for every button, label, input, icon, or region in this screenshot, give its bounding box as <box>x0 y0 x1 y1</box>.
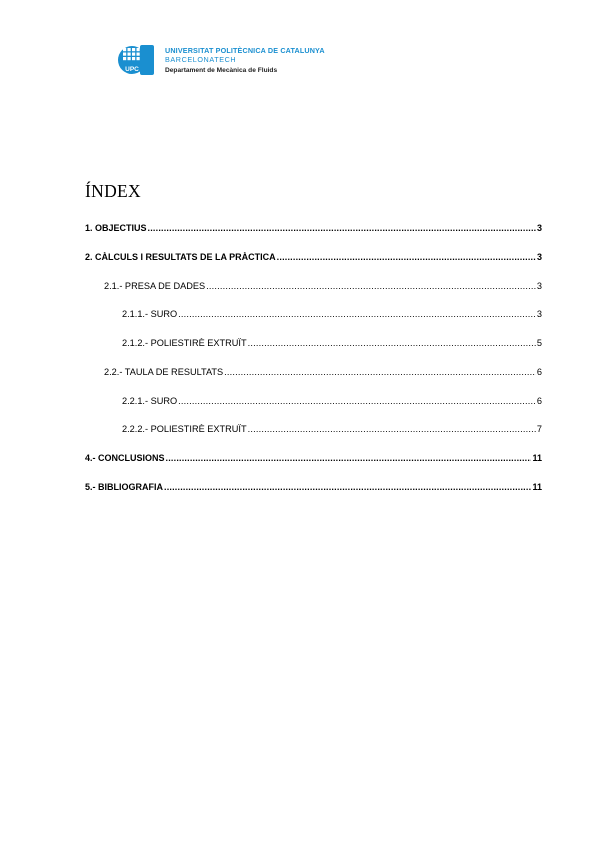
university-name: UNIVERSITAT POLITÈCNICA DE CATALUNYA <box>165 45 325 55</box>
toc-leader <box>224 367 536 377</box>
header <box>118 43 325 77</box>
toc-page: 7 <box>536 424 542 434</box>
toc-page: 3 <box>536 309 542 319</box>
toc-entry[interactable] <box>85 482 542 492</box>
toc-leader <box>206 281 536 291</box>
toc-leader <box>178 309 536 319</box>
toc-entry[interactable] <box>85 223 542 233</box>
upc-logo <box>118 43 156 77</box>
toc-leader <box>277 252 536 262</box>
toc-entry[interactable] <box>122 396 542 406</box>
toc-label: 2.2.2.- POLIESTIRÈ EXTRUÏT <box>122 424 247 434</box>
toc-label: 2.1.2.- POLIESTIRÈ EXTRUÏT <box>122 338 247 348</box>
toc-leader <box>164 482 531 492</box>
logo-text: UPC <box>125 66 139 73</box>
toc-page: 3 <box>536 281 542 291</box>
toc-label: 2.1.- PRESA DE DADES <box>104 281 206 291</box>
toc-label: 2. CÀLCULS I RESULTATS DE LA PRÀCTICA <box>85 252 276 262</box>
toc-leader <box>166 453 532 463</box>
toc-leader <box>178 396 536 406</box>
toc-leader <box>248 338 536 348</box>
toc-leader <box>248 424 536 434</box>
toc-entry[interactable] <box>122 338 542 348</box>
page-title: ÍNDEX <box>85 181 141 201</box>
toc-page: 6 <box>536 396 542 406</box>
university-city: BARCELONATECH <box>165 54 237 64</box>
toc-page: 6 <box>536 367 542 377</box>
toc-entry[interactable] <box>85 252 542 262</box>
toc-label: 2.2.1.- SURO <box>122 396 178 406</box>
toc-label: 2.2.- TAULA DE RESULTATS <box>104 367 224 377</box>
toc-entry[interactable] <box>104 367 542 377</box>
toc-page: 11 <box>532 453 542 463</box>
toc-leader <box>148 223 536 233</box>
toc-label: 2.1.1.- SURO <box>122 309 178 319</box>
toc-page: 11 <box>532 482 542 492</box>
toc-page: 3 <box>536 252 542 262</box>
toc-entry[interactable] <box>85 453 542 463</box>
toc-page: 5 <box>536 338 542 348</box>
toc-label: 4.- CONCLUSIONS <box>85 453 165 463</box>
department-name: Departament de Mecànica de Fluids <box>165 66 278 74</box>
toc-entry[interactable] <box>122 424 542 434</box>
toc-entry[interactable] <box>104 281 542 291</box>
toc-entry[interactable] <box>122 309 542 319</box>
toc-label: 1. OBJECTIUS <box>85 223 147 233</box>
toc-page: 3 <box>536 223 542 233</box>
toc-label: 5.- BIBLIOGRAFIA <box>85 482 163 492</box>
